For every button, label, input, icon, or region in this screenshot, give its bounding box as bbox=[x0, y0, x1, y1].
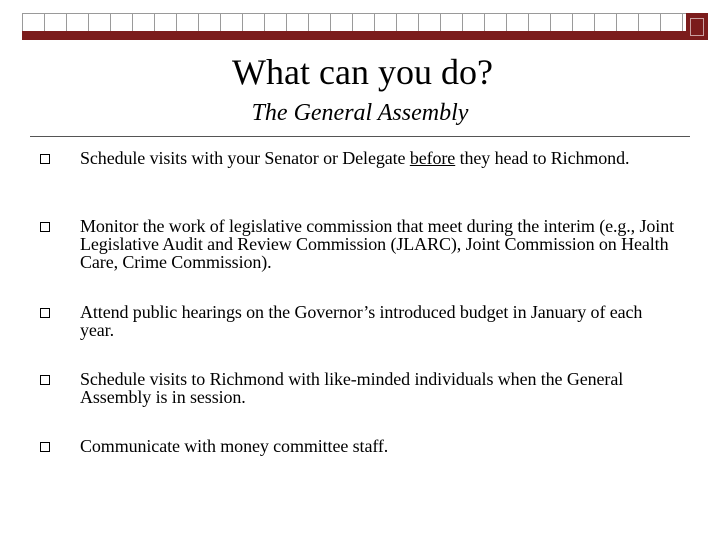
header-accent-square-inset bbox=[690, 18, 704, 36]
header-grid-cell bbox=[595, 14, 617, 32]
header-grid-cell bbox=[221, 14, 243, 32]
bullet-text: Communicate with money committee staff. bbox=[80, 436, 389, 456]
header-grid-cell bbox=[441, 14, 463, 32]
header-grid-cell bbox=[133, 14, 155, 32]
header-grid-cell bbox=[45, 14, 67, 32]
square-bullet-icon bbox=[40, 375, 50, 385]
square-bullet-icon bbox=[40, 442, 50, 452]
header-grid-cell bbox=[639, 14, 661, 32]
header-grid-decoration bbox=[22, 13, 686, 31]
header-grid-cell bbox=[111, 14, 133, 32]
header-grid-cell bbox=[155, 14, 177, 32]
header-grid-cell bbox=[485, 14, 507, 32]
header-grid-cell bbox=[331, 14, 353, 32]
header-grid-cell bbox=[375, 14, 397, 32]
header-grid-cell bbox=[309, 14, 331, 32]
header-grid-cell bbox=[199, 14, 221, 32]
bullet-text: Schedule visits to Richmond with like-minded individuals when the General Assembly is in session. bbox=[80, 369, 624, 407]
header-grid-cell bbox=[353, 14, 375, 32]
title-divider bbox=[30, 136, 690, 137]
header-grid-cell bbox=[463, 14, 485, 32]
header-grid-cell bbox=[573, 14, 595, 32]
header-grid-cell bbox=[177, 14, 199, 32]
header-grid-cell bbox=[419, 14, 441, 32]
header-grid-cell bbox=[617, 14, 639, 32]
square-bullet-icon bbox=[40, 222, 50, 232]
square-bullet-icon bbox=[40, 308, 50, 318]
header-grid-cell bbox=[529, 14, 551, 32]
square-bullet-icon bbox=[40, 154, 50, 164]
header-grid-cell bbox=[265, 14, 287, 32]
header-grid-cell bbox=[551, 14, 573, 32]
bullet-text: Monitor the work of legislative commission that meet during the interim (e.g., Joint Legislative Audit and Review Commission (JLARC), Joint Commission on Health Care, Crime Commission). bbox=[80, 216, 674, 272]
header-grid-cell bbox=[397, 14, 419, 32]
emphasis-underline: before bbox=[409, 148, 456, 168]
header-grid-cell bbox=[23, 14, 45, 32]
slide-subtitle: The General Assembly bbox=[251, 100, 469, 126]
bullet-text: Schedule visits with your Senator or Delegate before they head to Richmond. bbox=[80, 148, 630, 168]
header-grid-cell bbox=[67, 14, 89, 32]
header-grid-cell bbox=[89, 14, 111, 32]
slide-title: What can you do? bbox=[232, 52, 493, 92]
header-grid-cell bbox=[661, 14, 683, 32]
header-accent-bar bbox=[22, 31, 708, 40]
header-grid-cell bbox=[243, 14, 265, 32]
header-grid-cell bbox=[287, 14, 309, 32]
bullet-text: Attend public hearings on the Governor’s introduced budget in January of each year. bbox=[80, 302, 643, 340]
header-grid-cell bbox=[507, 14, 529, 32]
